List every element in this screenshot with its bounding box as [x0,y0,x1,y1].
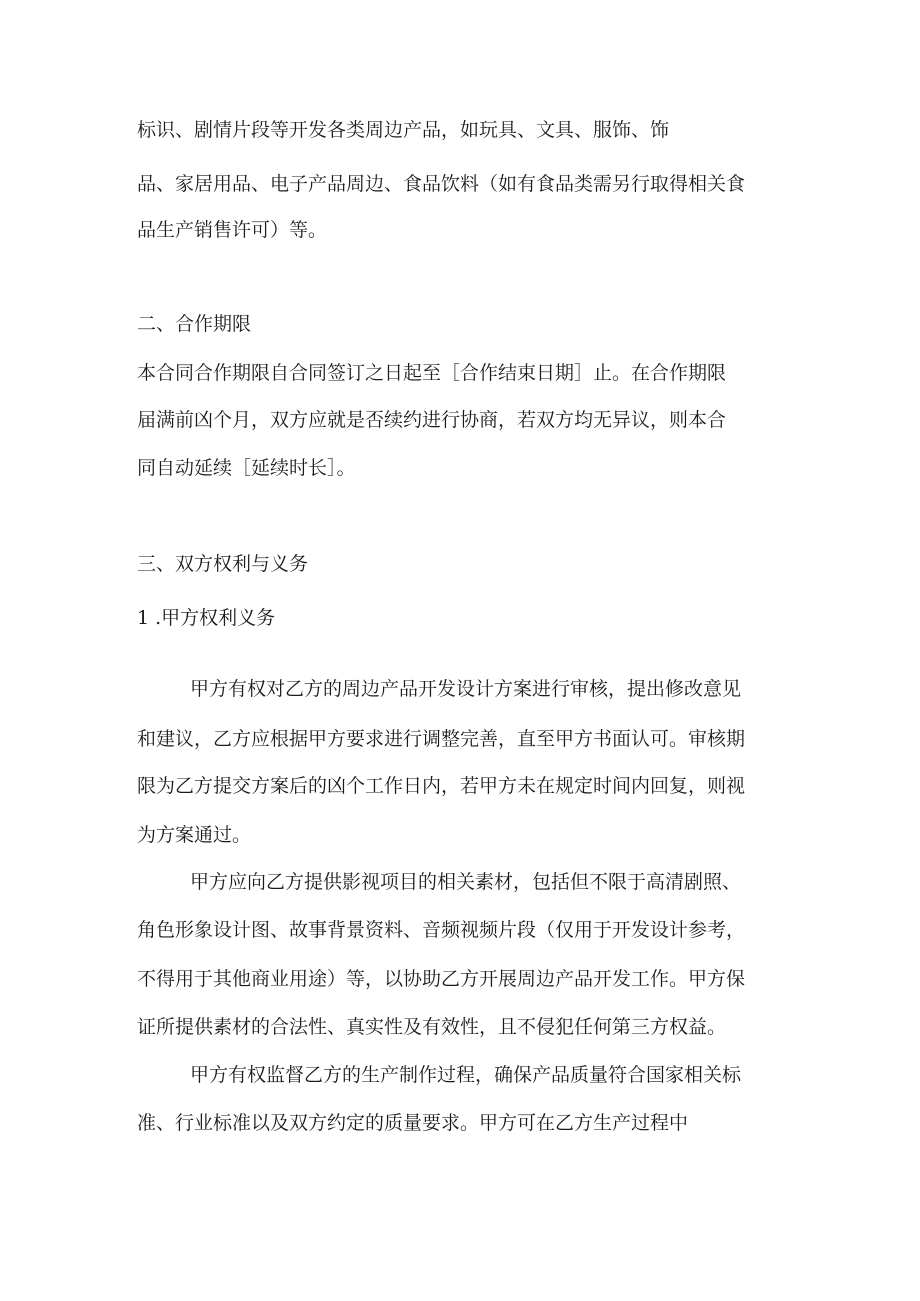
section-2-line-1: 本合同合作期限自合同签订之日起至［合作结束日期］止。在合作期限 [137,362,727,384]
section-2-line-3: 同自动延续［延续时长］。 [137,457,356,479]
intro-line-1: 标识、剧情片段等开发各类周边产品，如玩具、文具、服饰、饰 [137,119,670,141]
paragraph-1-line-1: 甲方有权对乙方的周边产品开发设计方案进行审核，提出修改意见 [190,678,742,700]
section-2-heading: 二、合作期限 [137,313,252,335]
paragraph-2-line-2: 角色形象设计图、故事背景资料、音频视频片段（仅用于开发设计参考， [137,919,746,941]
paragraph-1-line-4: 为方案通过。 [137,824,252,846]
paragraph-2-line-3: 不得用于其他商业用途）等，以协助乙方开展周边产品开发工作。甲方保 [137,968,746,990]
paragraph-1-line-2: 和建议，乙方应根据甲方要求进行调整完善，直至甲方书面认可。审核期 [137,728,746,750]
paragraph-2-line-1: 甲方应向乙方提供影视项目的相关素材，包括但不限于高清剧照、 [190,871,742,893]
section-3-heading: 三、双方权利与义务 [137,553,309,575]
section-2-line-2: 届满前凶个月，双方应就是否续约进行协商，若双方均无异议，则本合 [137,409,727,431]
paragraph-2-line-4: 证所提供素材的合法性、真实性及有效性，且不侵犯任何第三方权益。 [137,1016,727,1038]
subsection-1-heading: 1 .甲方权利义务 [137,607,276,629]
paragraph-3-line-1: 甲方有权监督乙方的生产制作过程，确保产品质量符合国家相关标 [190,1064,742,1086]
intro-line-3: 品生产销售许可）等。 [137,219,328,241]
paragraph-1-line-3: 限为乙方提交方案后的凶个工作日内，若甲方未在规定时间内回复，则视 [137,775,746,797]
intro-line-2: 品、家居用品、电子产品周边、食品饮料（如有食品类需另行取得相关食 [137,173,746,195]
paragraph-3-line-2: 准、行业标准以及双方约定的质量要求。甲方可在乙方生产过程中 [137,1112,689,1134]
